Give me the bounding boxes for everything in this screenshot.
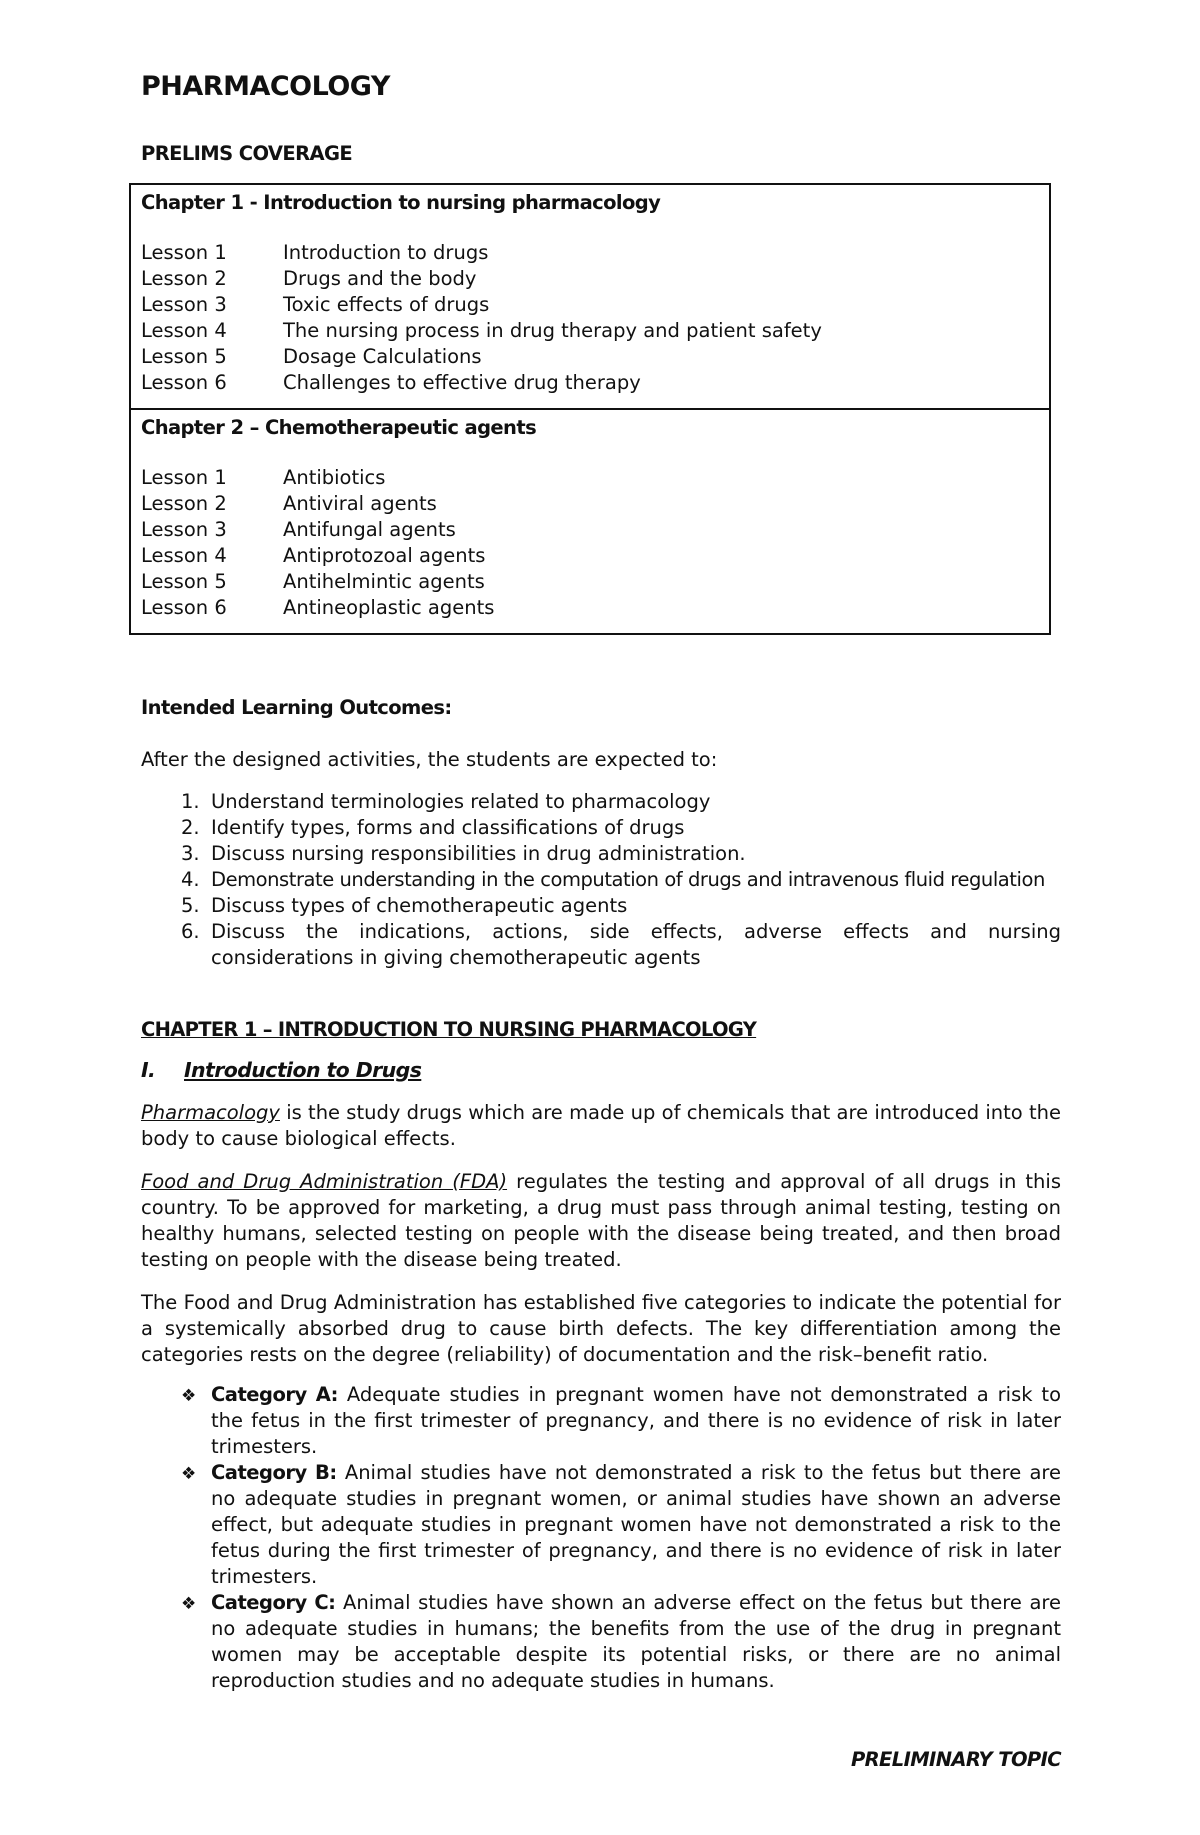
chapter-title: Chapter 1 - Introduction to nursing pharmacology — [141, 191, 661, 214]
lesson-topic: Toxic effects of drugs — [283, 293, 490, 316]
ilo-heading: Intended Learning Outcomes: — [141, 696, 452, 719]
list-number: 4. — [181, 868, 200, 891]
section-heading — [141, 1057, 421, 1083]
lesson-topic: Introduction to drugs — [283, 241, 489, 264]
list-number: 3. — [181, 842, 200, 865]
list-item — [141, 893, 1061, 919]
lesson-row — [141, 543, 1039, 569]
list-item — [141, 789, 1061, 815]
diamond-bullet-icon: ❖ — [181, 1464, 197, 1484]
lesson-topic: Dosage Calculations — [283, 345, 482, 368]
lesson-number: Lesson 6 — [141, 371, 227, 394]
lesson-number: Lesson 1 — [141, 466, 227, 489]
coverage-label: PRELIMS COVERAGE — [141, 142, 353, 165]
lesson-topic: Antiprotozoal agents — [283, 544, 486, 567]
lesson-number: Lesson 4 — [141, 319, 227, 342]
coverage-table — [129, 183, 1051, 635]
chapter-block — [131, 408, 1049, 633]
lesson-row — [141, 292, 1039, 318]
list-item — [141, 919, 1061, 971]
lesson-topic: Drugs and the body — [283, 267, 477, 290]
category-text: Adequate studies in pregnant women have not demonstrated a risk to the fetus in the first trimester of pregnancy, and there is no evidence of risk in later trimesters. — [211, 1383, 1061, 1458]
lesson-row — [141, 240, 1039, 266]
lesson-topic: Antibiotics — [283, 466, 386, 489]
list-item-text: Identify types, forms and classifications of drugs — [211, 816, 685, 839]
diamond-bullet-icon: ❖ — [181, 1594, 197, 1614]
category-list — [141, 1382, 1061, 1694]
category-label: Category C: — [211, 1591, 336, 1614]
list-item-text: Discuss types of chemotherapeutic agents — [211, 894, 628, 917]
category-label: Category A: — [211, 1383, 338, 1406]
list-item-text — [211, 1460, 1061, 1590]
list-item-text — [211, 1382, 1061, 1460]
lesson-row — [141, 465, 1039, 491]
category-text: Animal studies have not demonstrated a risk to the fetus but there are no adequate studies in pregnant women, or animal studies have shown an adverse effect, but adequate studies in pregnant women have not demonstrated a risk to the fetus during the first trimester of pregnancy, and there is no evidence of risk in later trimesters. — [211, 1461, 1061, 1588]
section-numeral: I. — [141, 1058, 156, 1082]
paragraph — [141, 1169, 1061, 1273]
lesson-number: Lesson 5 — [141, 345, 227, 368]
lesson-topic: Antihelmintic agents — [283, 570, 485, 593]
list-item — [141, 1382, 1061, 1460]
lesson-number: Lesson 4 — [141, 544, 227, 567]
diamond-bullet-icon: ❖ — [181, 1386, 197, 1406]
list-item-text: Understand terminologies related to pharmacology — [211, 790, 711, 813]
lesson-number: Lesson 3 — [141, 518, 227, 541]
lesson-number: Lesson 6 — [141, 596, 227, 619]
lesson-topic: Challenges to effective drug therapy — [283, 371, 641, 394]
list-item — [141, 815, 1061, 841]
paragraph-text: is the study drugs which are made up of chemicals that are introduced into the body to cause biological effects. — [141, 1101, 1061, 1150]
category-text: Animal studies have shown an adverse effect on the fetus but there are no adequate studies in humans; the benefits from the use of the drug in pregnant women may be acceptable despite its potential risks, or there are no animal reproduction studies and no adequate studies in humans. — [211, 1591, 1061, 1692]
list-item-text: Demonstrate understanding in the computation of drugs and intravenous fluid regulation — [211, 868, 1045, 891]
lesson-row — [141, 517, 1039, 543]
lesson-number: Lesson 5 — [141, 570, 227, 593]
defined-term: Pharmacology — [141, 1101, 280, 1124]
list-item-text — [211, 1590, 1061, 1694]
lesson-row — [141, 569, 1039, 595]
list-item-text: Discuss nursing responsibilities in drug administration. — [211, 842, 746, 865]
lesson-topic: Antifungal agents — [283, 518, 456, 541]
lesson-row — [141, 370, 1039, 396]
lesson-number: Lesson 3 — [141, 293, 227, 316]
paragraph — [141, 1100, 1061, 1152]
list-number: 5. — [181, 894, 200, 917]
paragraph: The Food and Drug Administration has established five categories to indicate the potential for a systemically absorbed drug to cause birth defects. The key differentiation among the categories rests on the degree (reliability) of documentation and the risk–benefit ratio. — [141, 1291, 1061, 1366]
lesson-row — [141, 318, 1039, 344]
category-label: Category B: — [211, 1461, 337, 1484]
lesson-row — [141, 595, 1039, 621]
lesson-row — [141, 344, 1039, 370]
lesson-topic: The nursing process in drug therapy and patient safety — [283, 319, 822, 342]
list-number: 6. — [181, 920, 200, 943]
lesson-number: Lesson 2 — [141, 492, 227, 515]
ilo-intro: After the designed activities, the students are expected to: — [141, 748, 718, 771]
defined-term: Food and Drug Administration (FDA) — [141, 1170, 508, 1193]
paragraph-text: regulates the testing and approval of all drugs in this country. To be approved for marketing, a drug must pass through animal testing, testing on healthy humans, selected testing on people with the disease being treated, and then broad testing on people with the disease being treated. — [141, 1170, 1061, 1271]
list-number: 1. — [181, 790, 200, 813]
list-number: 2. — [181, 816, 200, 839]
chapter-block — [131, 185, 1049, 408]
lesson-topic: Antineoplastic agents — [283, 596, 495, 619]
page-footer: PRELIMINARY TOPIC — [850, 1748, 1061, 1771]
ilo-list — [141, 789, 1061, 971]
list-item-text: Discuss the indications, actions, side effects, adverse effects and nursing considerations in giving chemotherapeutic agents — [211, 920, 1061, 969]
lesson-row — [141, 491, 1039, 517]
list-item — [141, 841, 1061, 867]
chapter-title: Chapter 2 – Chemotherapeutic agents — [141, 416, 537, 439]
lesson-number: Lesson 2 — [141, 267, 227, 290]
lesson-row — [141, 266, 1039, 292]
lesson-topic: Antiviral agents — [283, 492, 437, 515]
list-item — [141, 1460, 1061, 1590]
list-item — [141, 867, 1061, 893]
lesson-number: Lesson 1 — [141, 241, 227, 264]
chapter-heading: CHAPTER 1 – INTRODUCTION TO NURSING PHARMACOLOGY — [141, 1018, 757, 1041]
list-item — [141, 1590, 1061, 1694]
section-title: Introduction to Drugs — [184, 1058, 422, 1082]
page-title: PHARMACOLOGY — [141, 71, 390, 102]
